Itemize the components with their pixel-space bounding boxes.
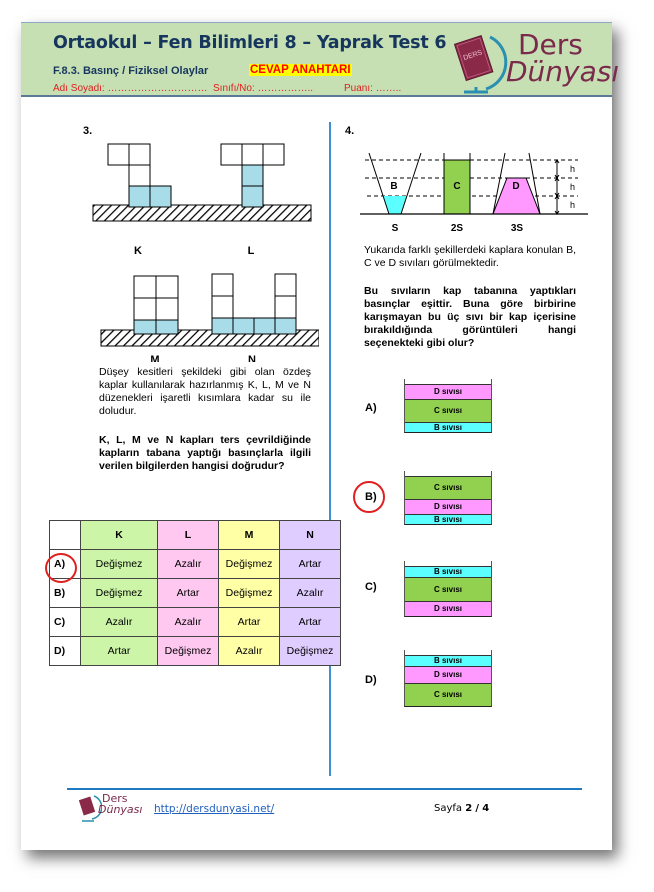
container-M	[134, 276, 178, 334]
table-header-cell: N	[280, 521, 341, 550]
website-link[interactable]: http://dersdunyasi.net/	[154, 803, 275, 815]
topic-subtitle: F.8.3. Basınç / Fiziksel Olaylar	[53, 65, 209, 77]
height-label: h	[570, 164, 576, 174]
table-cell: Değişmez	[219, 550, 280, 579]
label-N: N	[248, 354, 256, 362]
worksheet-page	[21, 22, 620, 850]
column-divider	[329, 122, 331, 776]
table-cell: Değişmez	[81, 579, 158, 608]
question-3-paragraph: Düşey kesitleri şekildeki gibi olan özdeş kaplar kullanılarak hazırlanmış K, L, M ve N düzenekleri işaretli kısımlara kadar su ile doludur.	[99, 366, 311, 417]
option-label-B[interactable]: B)	[50, 579, 81, 608]
option-label-A[interactable]: A)	[365, 402, 377, 414]
table-header-cell	[50, 521, 81, 550]
liquid-B	[383, 196, 407, 214]
footer-logo	[76, 793, 142, 823]
label-L: L	[247, 245, 255, 257]
header-banner	[21, 22, 620, 97]
correct-answer-circle-q4	[353, 481, 385, 513]
question-4-prompt: Bu sıvıların kap tabanına yaptıkları basınçlar eşittir. Buna göre birbirine karışmayan bu üç sıvı bir kap içerisine bırakıldığında görüntüleri hangi seçenekteki gibi olur?	[364, 285, 576, 349]
answer-key-badge: CEVAP ANAHTARI	[250, 64, 351, 76]
option-label-A[interactable]: A)	[50, 550, 81, 579]
height-arrows	[555, 160, 559, 214]
option-label-C[interactable]: C)	[50, 608, 81, 637]
base-label-S: S	[391, 223, 399, 234]
table-header-cell: K	[81, 521, 158, 550]
question-4-paragraph: Yukarıda farklı şekillerdeki kaplara konulan B, C ve D sıvıları görülmektedir.	[364, 244, 576, 269]
page-separator: /	[475, 803, 480, 814]
answer-table	[49, 520, 341, 666]
layer: D sıvısı	[405, 666, 491, 683]
table-header-cell: M	[219, 521, 280, 550]
page-current: 2	[465, 803, 473, 814]
floor-top	[93, 205, 311, 221]
container-L	[221, 144, 284, 207]
question-3-prompt: K, L, M ve N kapları ters çevrildiğinde kapların tabana yaptığı basınçlarla ilgili verilen bilgilerden hangisi doğrudur?	[99, 434, 311, 472]
layer: C sıvısı	[405, 577, 491, 601]
layer: B sıvısı	[405, 514, 491, 524]
base-label-3S: 3S	[510, 223, 524, 234]
footer-logo-dunyasi: Dünyası	[98, 803, 143, 816]
table-header-row	[50, 521, 341, 550]
name-field: Adı Soyadı: …………………………	[53, 83, 208, 94]
table-cell: Artar	[158, 579, 219, 608]
layer: C sıvısı	[405, 399, 491, 422]
table-cell: Artar	[219, 608, 280, 637]
table-cell: Azalır	[158, 608, 219, 637]
svg-text:DERS: DERS	[462, 49, 484, 63]
table-cell: Değişmez	[158, 637, 219, 666]
beaker-option-A	[404, 379, 492, 433]
label-K: K	[134, 245, 142, 257]
table-row	[50, 579, 341, 608]
liquid-label-C: C	[453, 181, 461, 192]
footer-rule	[67, 788, 582, 790]
page-prefix: Sayfa	[434, 803, 463, 814]
question-3-figure	[89, 142, 319, 362]
table-cell: Artar	[81, 637, 158, 666]
liquid-label-B: B	[390, 181, 398, 192]
question-4-number: 4.	[345, 125, 355, 137]
liquid-label-D: D	[512, 181, 520, 192]
table-cell: Azalır	[280, 579, 341, 608]
layer: D sıvısı	[405, 601, 491, 616]
label-M: M	[150, 354, 160, 362]
correct-answer-circle-q3	[45, 553, 77, 583]
table-cell: Azalır	[81, 608, 158, 637]
logo-text-ders: Ders	[518, 28, 583, 61]
layer: B sıvısı	[405, 566, 491, 577]
page-number	[434, 803, 489, 814]
base-label-2S: 2S	[450, 223, 464, 234]
table-cell: Değişmez	[219, 579, 280, 608]
table-header-cell: L	[158, 521, 219, 550]
option-label-D[interactable]: D)	[50, 637, 81, 666]
ders-dunyasi-logo	[446, 28, 620, 95]
page-title: Ortaokul – Fen Bilimleri 8 – Yaprak Test 6	[53, 33, 447, 53]
table-cell: Değişmez	[81, 550, 158, 579]
table-row	[50, 550, 341, 579]
beaker-option-C	[404, 561, 492, 617]
layer: B sıvısı	[405, 655, 491, 666]
layer: C sıvısı	[405, 476, 491, 499]
option-label-C[interactable]: C)	[365, 581, 377, 593]
height-label: h	[570, 182, 576, 192]
footer-logo-ders: Ders	[102, 792, 128, 805]
table-row	[50, 637, 341, 666]
container-N	[212, 274, 296, 334]
logo-text-dunyasi: Dünyası	[506, 55, 620, 88]
class-field: Sınıfı/No: ……………..	[213, 83, 314, 94]
height-label: h	[570, 200, 576, 210]
question-4-figure	[360, 150, 590, 242]
table-cell: Artar	[280, 608, 341, 637]
score-field: Puanı: ……..	[344, 83, 402, 94]
layer: C sıvısı	[405, 683, 491, 706]
container-K	[108, 144, 171, 207]
table-row	[50, 608, 341, 637]
layer: D sıvısı	[405, 384, 491, 399]
layer: D sıvısı	[405, 499, 491, 514]
question-3-number: 3.	[83, 125, 93, 137]
table-cell: Azalır	[158, 550, 219, 579]
layer: B sıvısı	[405, 422, 491, 432]
table-cell: Değişmez	[280, 637, 341, 666]
beaker-option-D	[404, 650, 492, 707]
table-cell: Artar	[280, 550, 341, 579]
option-label-B[interactable]: B)	[365, 491, 377, 503]
table-cell: Azalır	[219, 637, 280, 666]
page-total: 4	[482, 803, 490, 814]
option-label-D[interactable]: D)	[365, 674, 377, 686]
beaker-option-B	[404, 471, 492, 525]
